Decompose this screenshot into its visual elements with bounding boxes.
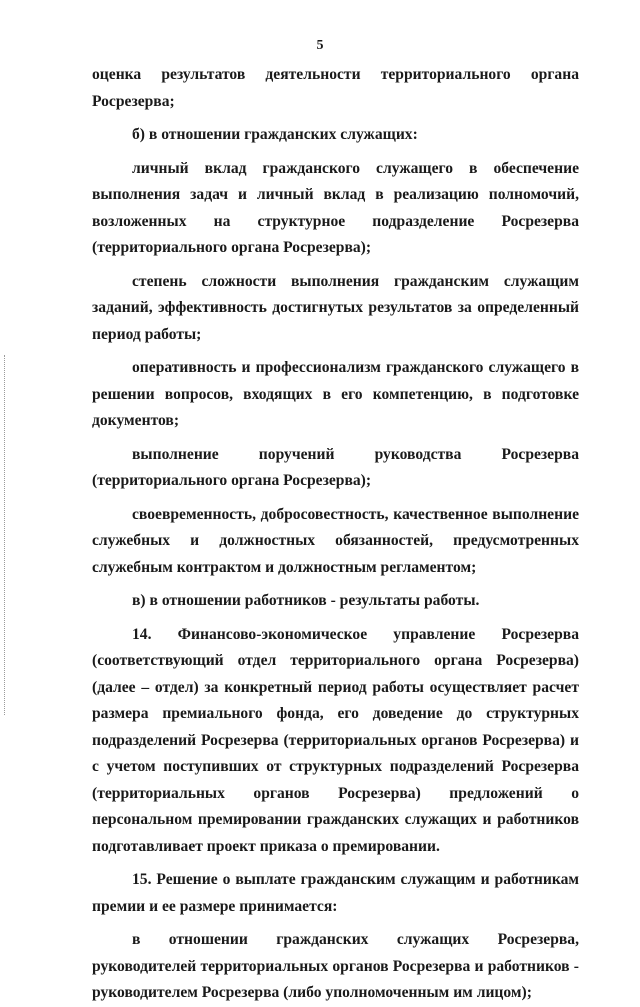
document-body — [92, 62, 579, 1007]
paragraph-efficiency: оперативность и профессионализм гражданского служащего в решении вопросов, входящих в его компетенцию, в подготовке документов; — [92, 359, 579, 429]
paragraph-item-end: оценка результатов деятельности территориального органа Росрезерва; — [92, 66, 579, 110]
scan-edge-marks — [4, 355, 7, 715]
paragraph-section-14: 14. Финансово-экономическое управление Росрезерва (соответствующий отдел территориального органа Росрезерва) (далее – отдел) за конкретный период работы осуществляет расчет размера премиального фонда, его доведение до структурных подразделений Росрезерва (территориальных органов Росрезерва) и с учетом поступивших от структурных подразделений Росрезерва (территориальных органов Росрезерва) предложений о персональном премировании гражданских служащих и работников подготавливает проект приказа о премировании. — [92, 625, 579, 855]
paragraph-instructions: выполнение поручений руководства Росрезерва (территориального органа Росрезерва); — [92, 445, 579, 489]
paragraph-decision-authority: в отношении гражданских служащих Росрезерва, руководителей территориальных органов Росрезерва и работников - руководителем Росрезерва (либо уполномоченным им лицом); — [92, 931, 579, 1001]
page-number: 5 — [316, 38, 324, 53]
paragraph-personal-contribution: личный вклад гражданского служащего в обеспечение выполнения задач и личный вклад в реализацию полномочий, возложенных на структурное подразделение Росрезерва (территориального органа Росрезерва); — [92, 159, 579, 256]
paragraph-civil-servants-heading: б) в отношении гражданских служащих: — [132, 126, 418, 143]
paragraph-task-complexity: степень сложности выполнения гражданским служащим заданий, эффективность достигнутых результатов за определенный период работы; — [92, 272, 579, 343]
paragraph-workers: в) в отношении работников - результаты работы. — [132, 592, 480, 609]
paragraph-timeliness: своевременность, добросовестность, качественное выполнение служебных и должностных обязанностей, предусмотренных служебным контрактом и должностным регламентом; — [92, 505, 579, 576]
paragraph-section-15: 15. Решение о выплате гражданским служащим и работникам премии и ее размере принимается: — [92, 871, 579, 915]
